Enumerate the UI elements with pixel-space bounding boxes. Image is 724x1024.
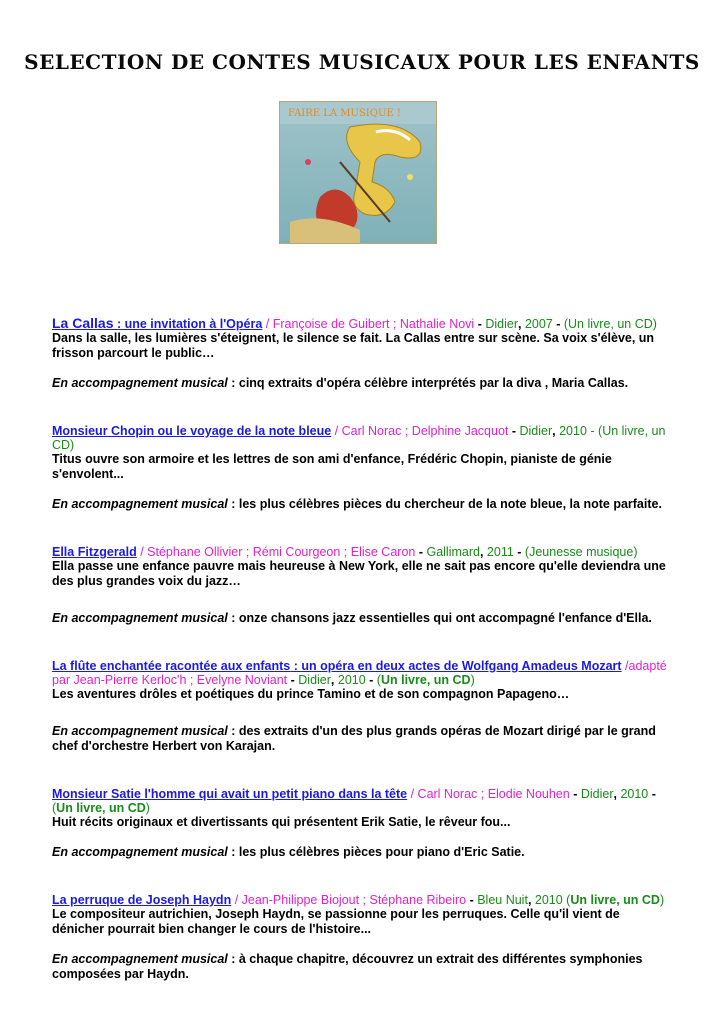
entry-accompaniment — [52, 376, 672, 391]
entry-year: 2007 — [524, 317, 553, 331]
entry-year: 2010 — [337, 673, 366, 687]
entry-year: 2011 — [486, 545, 514, 559]
list-item — [52, 659, 672, 754]
entry-year: 2010 — [534, 893, 563, 907]
list-item — [52, 787, 672, 860]
cover-title-text: FAIRE LA MUSIQUE ! — [288, 108, 401, 119]
entry-subtitle-link[interactable]: : un opéra en deux actes de Wolfgang Amadeus Mozart — [290, 659, 622, 673]
accompaniment-label: En accompagnement musical — [52, 845, 228, 859]
cover-illustration — [280, 102, 436, 243]
accompaniment-label: En accompagnement musical — [52, 611, 228, 625]
entry-summary: Ella passe une enfance pauvre mais heureuse à New York, elle ne sait pas encore qu'elle deviendra une des plus grandes voix du jazz… — [52, 559, 666, 588]
entry-title-link[interactable]: Ella Fitzgerald — [52, 545, 137, 559]
entry-publisher: Didier — [485, 317, 518, 331]
entry-subtitle-link[interactable]: : une invitation à l'Opéra — [113, 317, 263, 331]
entry-format: Un livre, un CD — [380, 673, 471, 687]
entry-authors: / Jean-Philippe Biojout ; Stéphane Ribeiro — [231, 893, 470, 907]
entry-summary: Huit récits originaux et divertissants qui présentent Erik Satie, le rêveur fou... — [52, 815, 511, 829]
entry-title-link[interactable]: La perruque de Joseph Haydn — [52, 893, 232, 907]
entry-summary: Les aventures drôles et poétiques du prince Tamino et de son compagnon Papageno… — [52, 687, 570, 701]
accompaniment-label: En accompagnement musical — [52, 724, 228, 738]
entry-authors: / Stéphane Ollivier ; Rémi Courgeon ; Elise Caron — [136, 545, 419, 559]
entry-authors: / Françoise de Guibert ; Nathalie Novi — [262, 317, 478, 331]
page-title: SELECTION DE CONTES MUSICAUX POUR LES ENFANTS — [24, 50, 700, 74]
entry-publisher: Didier — [580, 787, 614, 801]
book-cover-image — [279, 101, 437, 244]
accompaniment-text: : les plus célèbres pièces pour piano d'Eric Satie. — [227, 845, 525, 859]
entry-year: 2010 — [620, 787, 649, 801]
entry-accompaniment — [52, 611, 672, 626]
accompaniment-text: : cinq extraits d'opéra célèbre interprétés par la diva , Maria Callas. — [227, 376, 629, 390]
entry-accompaniment — [52, 952, 672, 982]
entry-publisher: Didier — [298, 673, 331, 687]
entry-authors: /adapté par Jean-Pierre Kerloc'h ; Evelyne Noviant — [52, 659, 667, 687]
entry-year: 2010 — [559, 424, 587, 438]
accompaniment-text: : onze chansons jazz essentielles qui ont accompagné l'enfance d'Ella. — [227, 611, 652, 625]
entry-format: (Un livre, un CD) — [563, 317, 657, 331]
entry-title-link[interactable]: La Callas — [52, 315, 114, 331]
entry-format: (Un livre, un CD) — [52, 424, 666, 452]
entry-header: Ella Fitzgerald / Stéphane Ollivier ; Rémi Courgeon ; Elise Caron - Gallimard, 2011 - (Jeunesse musique) — [52, 545, 638, 559]
entry-title-link[interactable]: Monsieur Satie l'homme qui avait un petit piano dans la tête — [52, 787, 408, 801]
accompaniment-label: En accompagnement musical — [52, 497, 228, 511]
accompaniment-text: : les plus célèbres pièces du chercheur de la note bleue, la note parfaite. — [227, 497, 662, 511]
entry-title-link[interactable]: La flûte enchantée racontée aux enfants — [52, 659, 291, 673]
accompaniment-text: : des extraits d'un des plus grands opéras de Mozart dirigé par le grand chef d'orchestre Herbert von Karajan. — [52, 724, 656, 753]
entry-header: Monsieur Satie l'homme qui avait un petit piano dans la tête / Carl Norac ; Elodie Nouhen - Didier, 2010 - (Un livre, un CD) — [52, 787, 656, 815]
accompaniment-label: En accompagnement musical — [52, 952, 228, 966]
entry-publisher: Bleu Nuit — [477, 893, 528, 907]
entry-format: (Jeunesse musique) — [524, 545, 638, 559]
entry-publisher: Gallimard — [426, 545, 480, 559]
entry-format: Un livre, un CD — [56, 801, 146, 815]
list-item — [52, 893, 672, 982]
list-item — [52, 545, 672, 626]
entry-accompaniment — [52, 497, 672, 512]
entry-authors: / Carl Norac ; Delphine Jacquot — [331, 424, 512, 438]
accompaniment-label: En accompagnement musical — [52, 376, 228, 390]
entry-title-link[interactable]: Monsieur Chopin ou le voyage de la note bleue — [52, 424, 332, 438]
entry-summary: Le compositeur autrichien, Joseph Haydn, se passionne pour les perruques. Celle qu'il vient de dénicher pourrait bien changer le cours de l'histoire... — [52, 907, 620, 936]
entry-accompaniment — [52, 724, 672, 754]
entry-header: La flûte enchantée racontée aux enfants : un opéra en deux actes de Wolfgang Amadeus Mozart /adapté par Jean-Pierre Kerloc'h ; Evelyne Noviant - Didier, 2010 - (Un livre, un CD) — [52, 659, 667, 687]
entry-header: La perruque de Joseph Haydn / Jean-Philippe Biojout ; Stéphane Ribeiro - Bleu Nuit, 2010 (Un livre, un CD) — [52, 893, 665, 907]
list-item — [52, 424, 672, 512]
contes-list — [52, 316, 672, 982]
entry-authors: / Carl Norac ; Elodie Nouhen — [407, 787, 574, 801]
entry-summary: Titus ouvre son armoire et les lettres de son ami d'enfance, Frédéric Chopin, pianiste de génie s'envolent... — [52, 452, 612, 481]
entry-header: Monsieur Chopin ou le voyage de la note bleue / Carl Norac ; Delphine Jacquot - Didier, 2010 - (Un livre, un CD) — [52, 424, 666, 452]
entry-publisher: Didier — [519, 424, 553, 438]
entry-summary: Dans la salle, les lumières s'éteignent, le silence se fait. La Callas entre sur scène. Sa voix s'élève, un frisson parcourt le public… — [52, 331, 655, 360]
entry-format: Un livre, un CD — [570, 893, 660, 907]
entry-header: La Callas : une invitation à l'Opéra / Françoise de Guibert ; Nathalie Novi - Didier, 2007 - (Un livre, un CD) — [52, 315, 657, 331]
entry-accompaniment — [52, 845, 672, 860]
accompaniment-text: : à chaque chapitre, découvrez un extrait des différentes symphonies composées par Haydn. — [52, 952, 643, 981]
list-item — [52, 316, 672, 391]
